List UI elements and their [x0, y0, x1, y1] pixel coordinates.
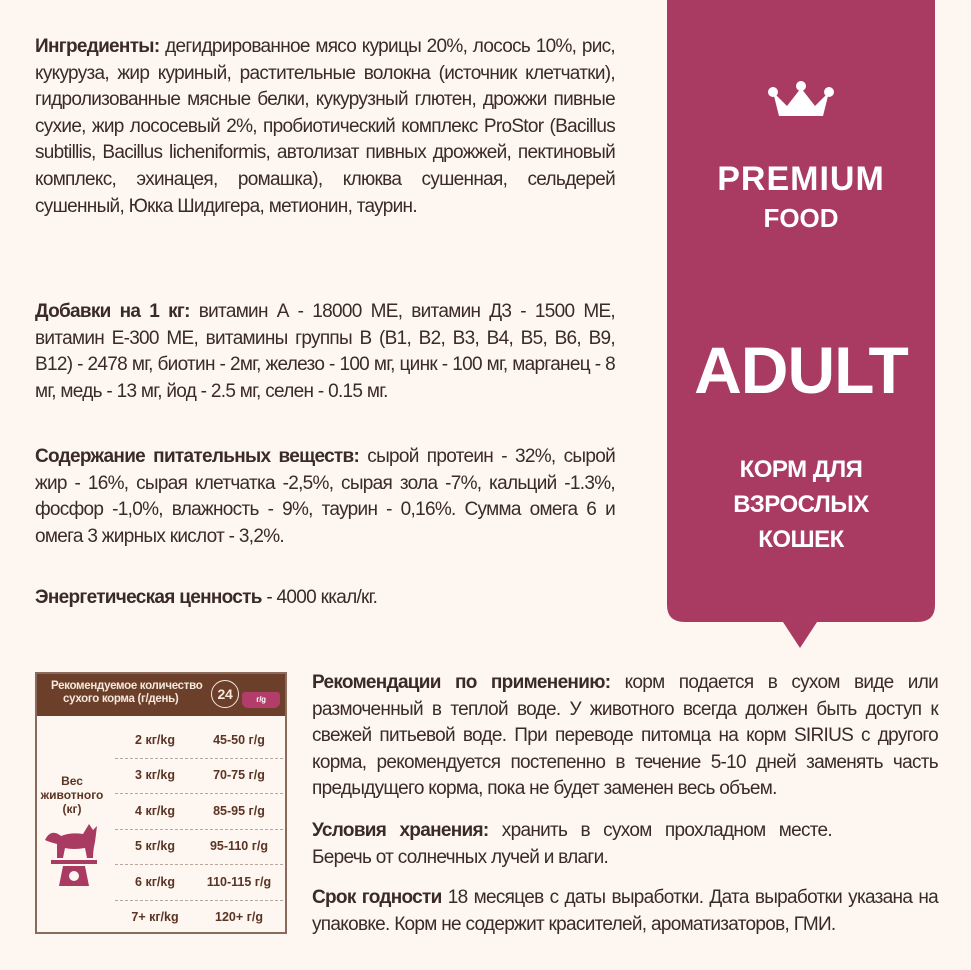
shelf-label: Срок годности [312, 887, 442, 908]
table-row [115, 722, 283, 757]
table-row [115, 829, 283, 864]
additives-text: витамин А - 18000 МЕ, витамин Д3 - 1500 МЕ, витамин Е-300 МЕ, витамины группы В (В1, В2, В3, В4, В5, В6, В9, В12) - 2478 мг, биотин - 2мг, железо - 100 мг, цинк - 100 мг, марганец - 8 мг, медь - 13 мг, йод - 2.5 мг, селен - 0.15 мг. [35, 301, 616, 402]
weight-cell: 3 кг/kg [135, 768, 175, 782]
food-text: FOOD [763, 203, 839, 233]
cat-on-scale-icon [43, 820, 105, 890]
storage-text: хранить в сухом прохладном месте. Беречь от солнечных лучей и влаги. [312, 820, 832, 868]
header-line: сухого корма (г/день) [63, 693, 179, 705]
storage-paragraph [312, 818, 832, 871]
energy-label: Энергетическая ценность [35, 587, 262, 608]
clock-icon: 24 [211, 680, 239, 708]
row-divider [115, 829, 283, 830]
grams-cell: 120+ г/g [215, 910, 263, 924]
subtitle-line: КОРМ ДЛЯ [739, 456, 863, 483]
grams-cell: 85-95 г/g [213, 803, 265, 818]
weight-label-line: Вес [61, 774, 83, 788]
weight-cell: 6 кг/kg [135, 874, 175, 889]
grams-cell: 95-110 г/g [209, 839, 269, 853]
bowl-icon: г/g [242, 692, 280, 708]
header-line: Рекомендуемое количество [51, 680, 203, 692]
row-divider [115, 900, 283, 901]
weight-label-line: (кг) [62, 802, 82, 816]
adult-title: ADULT [694, 333, 908, 407]
grams-cell: 70-75 г/g [213, 768, 265, 782]
crown-icon [765, 80, 837, 120]
usage-text: корм подается в сухом виде или размоченный в теплой воде. У животного всегда должен быть доступ к свежей питьевой воде. При переводе питомца на корм SIRIUS с другого корма, рекомендуется постепенно в течение 5-10 дней заменять часть предыдущего корма, пока не будет заменен весь объем. [312, 672, 938, 800]
shelf-text: 18 месяцев с даты выработки. Дата выработки указана на упаковке. Корм не содержит красителей, ароматизаторов, ГМИ. [312, 887, 938, 935]
weight-label-line: животного [40, 788, 104, 802]
weight-cell: 5 кг/kg [135, 839, 175, 853]
weight-label [37, 774, 107, 816]
energy-paragraph [35, 585, 615, 612]
banner-subtitle [667, 452, 935, 557]
weight-cell: 4 кг/kg [135, 803, 175, 818]
adult-banner [667, 0, 935, 648]
usage-paragraph [312, 670, 938, 803]
row-divider [115, 758, 283, 759]
grams-cell: 110-115 г/g [206, 874, 272, 889]
additives-paragraph [35, 299, 615, 405]
table-row [115, 758, 283, 793]
nutrients-paragraph [35, 444, 615, 550]
nutrients-text: сырой протеин - 32%, сырой жир - 16%, сырая клетчатка -2,5%, сырая зола -7%, кальций -1.3%, фосфор -1,0%, влажность - 9%, таурин - 0,16%. Сумма омега 6 и омега 3 жирных кислот - 3,2%. [35, 446, 615, 547]
storage-label: Условия хранения: [312, 820, 489, 841]
table-row [115, 864, 283, 899]
table-header [37, 674, 285, 716]
premium-text: PREMIUM [717, 160, 885, 198]
usage-label: Рекомендации по применению: [312, 672, 611, 693]
ingredients-paragraph [35, 34, 615, 220]
nutrients-label: Содержание питательных веществ: [35, 446, 360, 467]
shelf-life-paragraph [312, 885, 938, 938]
row-divider [115, 864, 283, 865]
feeding-table [35, 672, 287, 934]
table-row [115, 793, 283, 828]
weight-cell: 7+ кг/kg [131, 910, 179, 924]
row-divider [115, 793, 283, 794]
ingredients-text: дегидрированное мясо курицы 20%, лосось 10%, рис, кукуруза, жир куриный, растительные волокна (источник клетчатки), гидролизованные мясные белки, кукурузный глютен, дрожжи пивные сухие, жир лососевый 2%, пробиотический комплекс ProStor (Bacillus subtillis, Bacillus licheniformis, автолизат пивных дрожжей, пектиновый комплекс, эхинацея, ромашка), клюква сушенная, сельдерей сушенный, Юкка Шидигера, метионин, таурин. [35, 36, 615, 217]
weight-cell: 2 кг/kg [135, 732, 175, 747]
subtitle-line: ВЗРОСЛЫХ [733, 491, 869, 518]
grams-cell: 45-50 г/g [213, 732, 265, 747]
subtitle-line: КОШЕК [758, 526, 844, 553]
energy-text: - 4000 ккал/кг. [261, 587, 378, 608]
table-row [115, 900, 283, 935]
additives-label: Добавки на 1 кг: [35, 301, 190, 322]
ingredients-label: Ингредиенты: [35, 36, 160, 57]
